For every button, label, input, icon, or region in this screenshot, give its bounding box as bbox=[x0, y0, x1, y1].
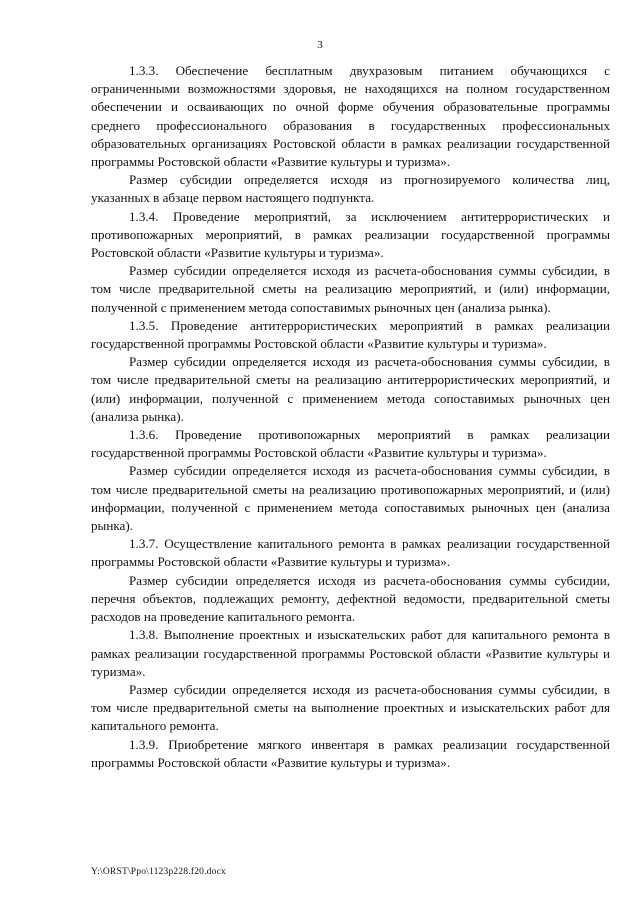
paragraph-subsidy-size-1-3-8: Размер субсидии определяется исходя из расчета-обоснования суммы субсидии, в том числе предварительной сметы на выполнение проектных и изыскательских работ для капитального ремонта. bbox=[91, 681, 610, 734]
paragraph-subsidy-size-1-3-4: Размер субсидии определяется исходя из расчета-обоснования суммы субсидии, в том числе предварительной сметы на реализацию мероприятий, и (или) информации, полученной с применением метода сопоставимых рыночных цен (анализа рынка). bbox=[91, 263, 610, 315]
paragraph-1-3-3: 1.3.3. Обеспечение бесплатным двухразовым питанием обучающихся с ограниченными возможностями здоровья, не находящихся на полном государственном обеспечении и осваивающих по очной форме обучения образовательные программы среднего профессионального образования в государственных профессиональных образовательных организациях Ростовской области в рамках реализации государственной программы Ростовской области «Развитие культуры и туризма». bbox=[91, 63, 610, 170]
paragraph-subsidy-size-1-3-5: Размер субсидии определяется исходя из расчета-обоснования суммы субсидии, в том числе предварительной сметы на реализацию антитеррористических мероприятий, и (или) информации, полученной с применением метода сопоставимых рыночных цен (анализа рынка). bbox=[91, 354, 610, 424]
paragraph-subsidy-size-1-3-6: Размер субсидии определяется исходя из расчета-обоснования суммы субсидии, в том числе предварительной сметы на реализацию противопожарных мероприятий, и (или) информации, полученной с применением метода сопоставимых рыночных цен (анализа рынка). bbox=[91, 463, 610, 534]
paragraph-1-3-4: 1.3.4. Проведение мероприятий, за исключением антитеррористических и противопожарных мероприятий, в рамках реализации государственной программы Ростовской области «Развитие культуры и туризма». bbox=[91, 208, 610, 261]
paragraph-1-3-6: 1.3.6. Проведение противопожарных мероприятий в рамках реализации государственной программы Ростовской области «Развитие культуры и туризма». bbox=[91, 427, 610, 461]
paragraph-subsidy-size-1-3-3: Размер субсидии определяется исходя из прогнозируемого количества лиц, указанных в абзаце первом настоящего подпункта. bbox=[91, 172, 610, 206]
paragraph-subsidy-size-1-3-7: Размер субсидии определяется исходя из расчета-обоснования суммы субсидии, перечня объектов, подлежащих ремонту, дефектной ведомости, предварительной сметы расходов на проведение капитального ремонта. bbox=[91, 572, 610, 625]
page-number: 3 bbox=[317, 39, 323, 51]
document-body bbox=[91, 62, 610, 772]
paragraph-1-3-8: 1.3.8. Выполнение проектных и изыскательских работ для капитального ремонта в рамках реализации государственной программы Ростовской области «Развитие культуры и туризма». bbox=[91, 627, 610, 679]
paragraph-1-3-9: 1.3.9. Приобретение мягкого инвентаря в рамках реализации государственной программы Ростовской области «Развитие культуры и туризма». bbox=[91, 736, 610, 770]
paragraph-1-3-5: 1.3.5. Проведение антитеррористических мероприятий в рамках реализации государственной программы Ростовской области «Развитие культуры и туризма». bbox=[91, 317, 610, 352]
paragraph-1-3-7: 1.3.7. Осуществление капитального ремонта в рамках реализации государственной программы Ростовской области «Развитие культуры и туризма». bbox=[91, 536, 610, 570]
footer-file-path: Y:\ORST\Ppo\1123p228.f20.docx bbox=[91, 867, 226, 877]
